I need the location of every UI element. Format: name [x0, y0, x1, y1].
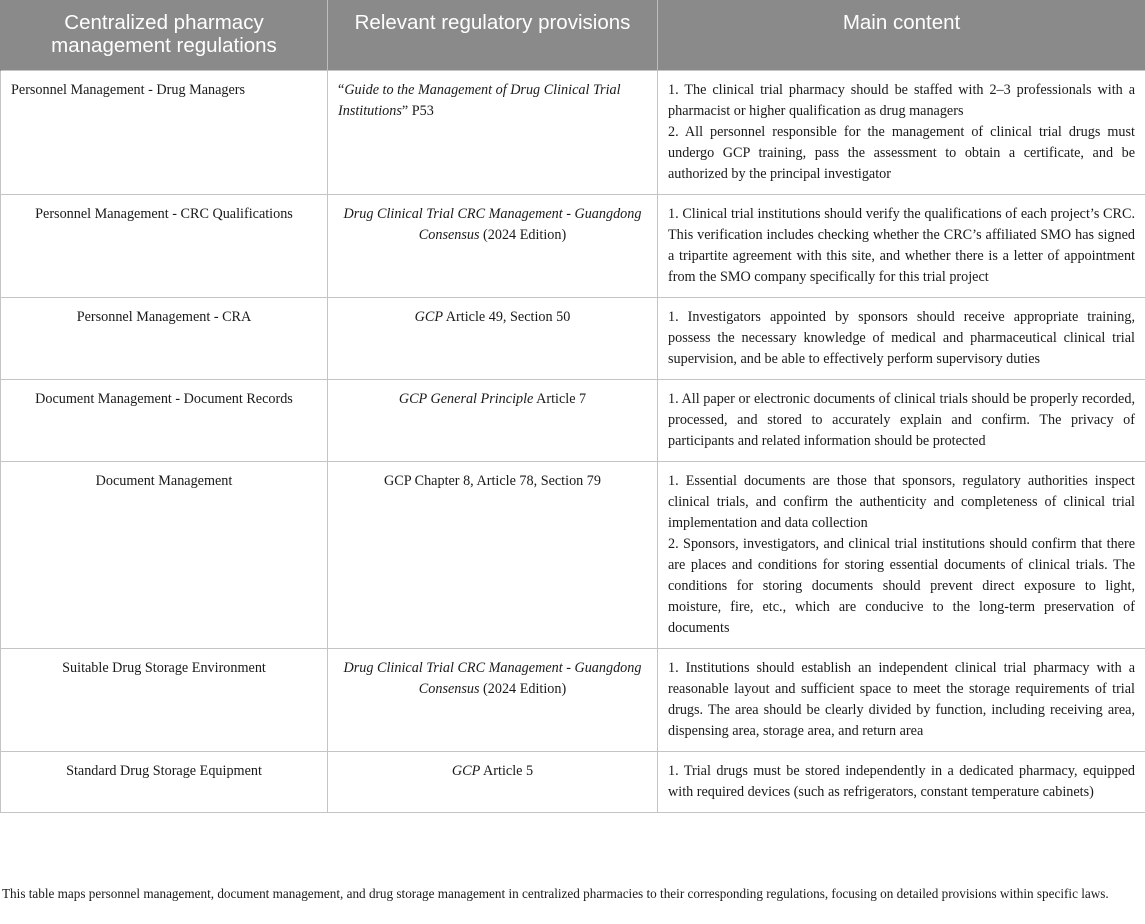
- table-row: [1, 71, 1145, 195]
- row-provision: [328, 298, 658, 380]
- table-row: [1, 752, 1145, 813]
- provision-rest: (2024 Edition): [479, 681, 567, 697]
- provision-rest: GCP Chapter 8, Article 78, Section 79: [384, 473, 601, 489]
- table-row: [1, 298, 1145, 380]
- provision-italic: GCP: [414, 309, 444, 325]
- row-content: [658, 649, 1145, 752]
- provision-italic: Guide to the Management of Drug Clinical Trial Institutions: [338, 82, 621, 119]
- row-provision: [328, 195, 658, 298]
- row-provision: [328, 462, 658, 649]
- row-provision: [328, 71, 658, 195]
- header-row: [1, 0, 1145, 71]
- provision-rest: (2024 Edition): [479, 227, 567, 243]
- content-item: 1. Investigators appointed by sponsors should receive appropriate training, possess the necessary knowledge of medical and pharmaceutical clinical trial supervision, and be able to effectively perform supervisory duties: [668, 309, 1135, 367]
- row-provision: [328, 752, 658, 813]
- table-header: [1, 0, 1145, 71]
- row-category: Document Management: [1, 462, 328, 649]
- row-content: [658, 298, 1145, 380]
- header-provisions: Relevant regulatory provisions: [328, 0, 658, 71]
- row-category: Document Management - Document Records: [1, 380, 328, 462]
- row-provision: [328, 380, 658, 462]
- table-row: [1, 195, 1145, 298]
- header-regulations: Centralized pharmacy management regulations: [1, 0, 328, 71]
- row-category: Suitable Drug Storage Environment: [1, 649, 328, 752]
- content-item: 1. Essential documents are those that sponsors, regulatory authorities inspect clinical trials, and confirm the authenticity and completeness of clinical trial implementation and data collection: [668, 473, 1135, 531]
- table-footnote: This table maps personnel management, document management, and drug storage management in centralized pharmacies to their corresponding regulations, focusing on detailed provisions within specific laws.: [2, 886, 1109, 901]
- content-item: 1. Trial drugs must be stored independently in a dedicated pharmacy, equipped with required devices (such as refrigerators, constant temperature cabinets): [668, 763, 1135, 800]
- row-category: Personnel Management - CRC Qualifications: [1, 195, 328, 298]
- content-item: 2. All personnel responsible for the management of clinical trial drugs must undergo GCP training, pass the assessment to obtain a certificate, and be authorized by the principal investigator: [668, 124, 1135, 182]
- table-row: [1, 380, 1145, 462]
- provision-italic: GCP General Principle: [398, 391, 534, 407]
- provision-italic: Drug Clinical Trial CRC Management - Guangdong Consensus: [343, 660, 642, 697]
- provision-italic: GCP: [451, 763, 481, 779]
- row-content: [658, 752, 1145, 813]
- table-body: [1, 71, 1145, 813]
- row-category: Personnel Management - Drug Managers: [1, 71, 328, 195]
- header-main-content: Main content: [658, 0, 1145, 71]
- provision-rest: P53: [408, 103, 434, 119]
- row-content: [658, 71, 1145, 195]
- row-provision: [328, 649, 658, 752]
- row-content: [658, 380, 1145, 462]
- provision-open-quote: “: [338, 82, 345, 98]
- content-item: 1. Institutions should establish an independent clinical trial pharmacy with a reasonable layout and sufficient space to meet the storage requirements of trial drugs. The area should be clearly divided by function, including receiving area, dispensing area, storage area, and return area: [668, 660, 1135, 739]
- provision-italic: Drug Clinical Trial CRC Management - Guangdong Consensus: [343, 206, 642, 243]
- provision-rest: Article 5: [480, 763, 534, 779]
- content-item: 1. The clinical trial pharmacy should be staffed with 2–3 professionals with a pharmacist or higher qualification as drug managers: [668, 82, 1135, 119]
- provision-rest: Article 7: [533, 391, 587, 407]
- row-content: [658, 195, 1145, 298]
- row-category: Personnel Management - CRA: [1, 298, 328, 380]
- table-row: [1, 462, 1145, 649]
- row-category: Standard Drug Storage Equipment: [1, 752, 328, 813]
- provision-close-quote: ”: [401, 103, 409, 119]
- content-item: 1. Clinical trial institutions should verify the qualifications of each project’s CRC. This verification includes checking whether the CRC’s affiliated SMO has signed a tripartite agreement with this site, and whether there is a letter of appointment from the SMO company specifically for this trial project: [668, 206, 1135, 285]
- content-item: 2. Sponsors, investigators, and clinical trial institutions should confirm that there are places and conditions for storing essential documents of clinical trials. The conditions for storing documents should prevent direct exposure to light, moisture, fire, etc., which are conducive to the long-term preservation of documents: [668, 536, 1135, 636]
- provision-rest: Article 49, Section 50: [443, 309, 571, 325]
- table-row: [1, 649, 1145, 752]
- content-item: 1. All paper or electronic documents of clinical trials should be properly recorded, processed, and stored to accurately explain and confirm. The privacy of participants and related information should be protected: [668, 391, 1135, 449]
- row-content: [658, 462, 1145, 649]
